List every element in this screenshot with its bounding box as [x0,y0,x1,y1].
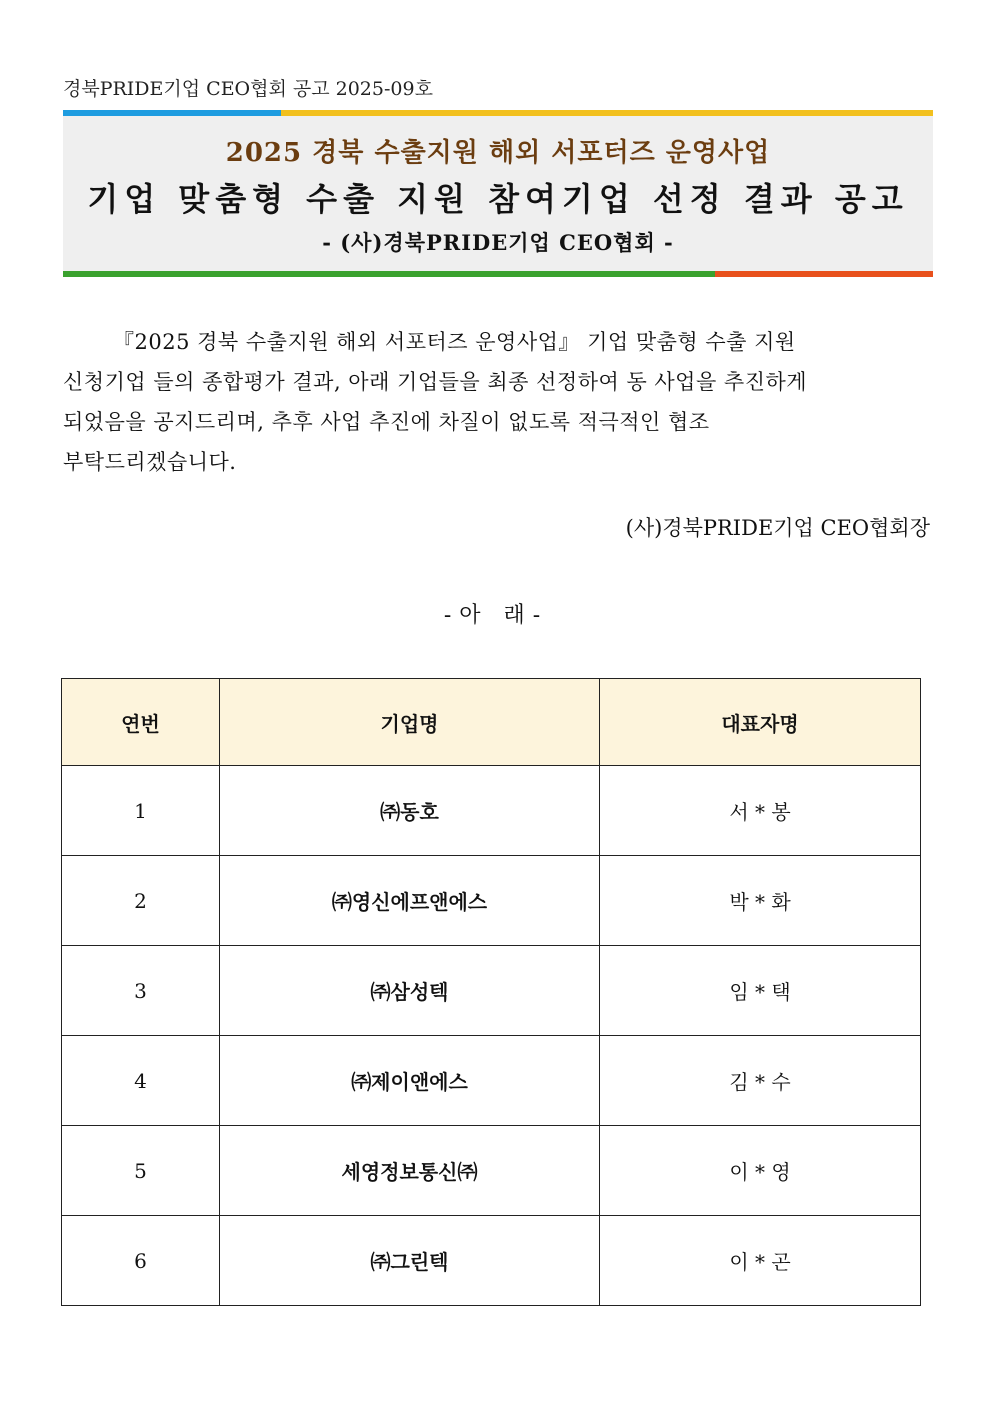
row-no: 5 [62,1126,220,1216]
table-row [62,946,921,1036]
row-no: 2 [62,856,220,946]
signer: (사)경북PRIDE기업 CEO협회장 [625,516,930,540]
header-company: 기업명 [220,679,600,766]
banner-title: 기업 맞춤형 수출 지원 참여기업 선정 결과 공고 [87,180,909,218]
row-company: ㈜동호 [220,766,600,856]
banner-subtitle: 2025 경북 수출지원 해외 서포터즈 운영사업 [225,138,771,168]
table-row [62,1126,921,1216]
table-row [62,1036,921,1126]
row-company: ㈜영신에프앤에스 [220,856,600,946]
row-ceo: 이 * 곤 [600,1216,921,1306]
row-ceo: 박 * 화 [600,856,921,946]
banner-organization: - (사)경북PRIDE기업 CEO협회 - [322,230,674,255]
row-no: 1 [62,766,220,856]
section-heading: -아 래- [443,603,549,628]
row-no: 6 [62,1216,220,1306]
row-no: 3 [62,946,220,1036]
table-row [62,766,921,856]
notice-number: 경북PRIDE기업 CEO협회 공고 2025-09호 [63,78,433,100]
row-company: 세영정보통신㈜ [220,1126,600,1216]
selected-companies-table [61,678,921,1306]
title-banner [63,110,933,277]
row-no: 4 [62,1036,220,1126]
body-line-4: 부탁드리겠습니다. [63,450,237,474]
row-ceo: 임 * 택 [600,946,921,1036]
row-company: ㈜그린텍 [220,1216,600,1306]
row-company: ㈜삼성텍 [220,946,600,1036]
row-company: ㈜제이앤에스 [220,1036,600,1126]
table-row [62,1216,921,1306]
header-ceo: 대표자명 [600,679,921,766]
row-ceo: 이 * 영 [600,1126,921,1216]
banner-top-bar [63,110,933,116]
body-line-2: 신청기업 들의 종합평가 결과, 아래 기업들을 최종 선정하여 동 사업을 추진하게 [63,370,808,394]
body-line-1: 『2025 경북 수출지원 해외 서포터즈 운영사업』 기업 맞춤형 수출 지원 [113,330,796,354]
announcement-body [63,322,923,482]
table-row [62,856,921,946]
row-ceo: 김 * 수 [600,1036,921,1126]
table-header-row [62,679,921,766]
row-ceo: 서 * 봉 [600,766,921,856]
banner-bottom-bar [63,271,933,277]
body-line-3: 되었음을 공지드리며, 추후 사업 추진에 차질이 없도록 적극적인 협조 [63,410,710,434]
header-no: 연번 [62,679,220,766]
